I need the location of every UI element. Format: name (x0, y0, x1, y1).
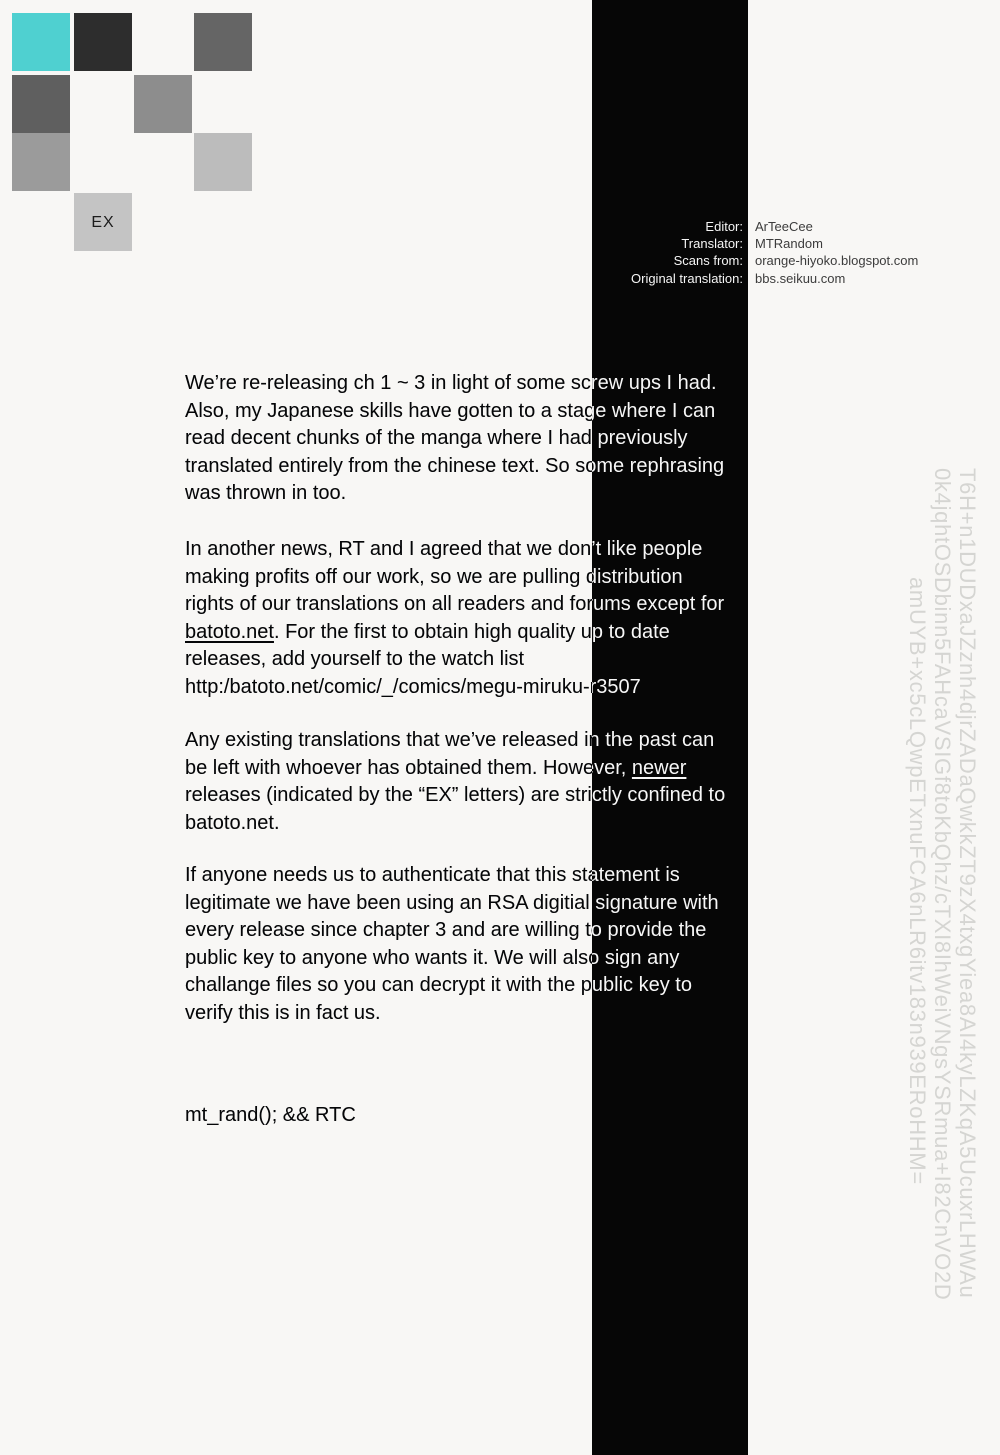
signoff-line: mt_rand(); && RTC (185, 1104, 356, 1126)
body-line: challange files so you can decrypt it with the public key to (185, 974, 692, 996)
rsa-signature-line: amUYB+xc5cLQwpETxnuFCA6nLR6itv183n939ERoHHM= (905, 577, 930, 1185)
body-line: verify this is in fact us. (185, 1001, 381, 1024)
body-line (185, 619, 724, 647)
body-line: releases (indicated by the “EX” letters) are strictly confined to (185, 784, 726, 806)
underlined-text: batoto.net (185, 620, 274, 643)
credit-value: ArTeeCee (755, 219, 813, 234)
body-line: batoto.net. (185, 811, 280, 834)
credit-label: Original translation: (631, 270, 743, 286)
paragraph-rsa-authentication (185, 862, 719, 1027)
body-line: every release since chapter 3 and are willing to provide the (185, 919, 707, 941)
body-line: legitimate we have been using an RSA digitial signature with (185, 891, 719, 914)
body-line: If anyone needs us to authenticate that this statement is (185, 864, 680, 886)
credit-value: bbs.seikuu.com (755, 270, 846, 286)
paragraph-existing-translations (185, 727, 725, 837)
credit-label: Scans from: (673, 253, 743, 269)
credit-label: Editor: (705, 219, 743, 234)
rsa-signature-line: T6H+n1DUDxaJZznh4djrZADaQwkkZT9zX4txgYiea8AI4kyLZKqA5UcuxrLHWAu (955, 468, 980, 1299)
body-line: releases, add yourself to the watch list (185, 648, 525, 670)
body-line: We’re re-releasing ch 1 ~ 3 in light of some screw ups I had. (185, 372, 717, 394)
credit-value: orange-hiyoko.blogspot.com (755, 253, 919, 269)
paragraph-distribution (185, 536, 724, 701)
body-line: translated entirely from the chinese text. So some rephrasing (185, 454, 725, 477)
credit-value: MTRandom (755, 236, 823, 252)
text-segment: . For the first to obtain high quality up to date (273, 620, 670, 643)
body-line: was thrown in too. (185, 482, 347, 504)
body-line: http:/batoto.net/comic/_/comics/megu-miruku-r3507 (185, 675, 641, 698)
paragraph-rerelease (185, 370, 724, 508)
body-line: In another news, RT and I agreed that we don’t like people (185, 538, 703, 560)
ex-label: EX (91, 214, 115, 231)
body-line: public key to anyone who wants it. We will also sign any (185, 946, 680, 969)
body-line: rights of our translations on all readers and forums except for (185, 593, 725, 615)
credit-label: Translator: (681, 236, 743, 252)
rsa-signature-line: 0k4jqhtOSDbinn5FAHcaVSIGf8toKbQhz/cTXI8IhWeiVNgsYSRmua+I82CnVO2D (930, 468, 955, 1301)
underlined-text: newer (631, 756, 687, 779)
rsa-signature-vertical-text (898, 468, 980, 1301)
body-line (185, 755, 725, 783)
body-line: making profits off our work, so we are pulling distribution (185, 565, 683, 588)
body-line: read decent chunks of the manga where I had previously (185, 427, 688, 449)
text-segment: be left with whoever has obtained them. However, (185, 756, 632, 779)
body-line: Also, my Japanese skills have gotten to a stage where I can (185, 399, 716, 422)
body-line: Any existing translations that we’ve released in the past can (185, 729, 715, 751)
